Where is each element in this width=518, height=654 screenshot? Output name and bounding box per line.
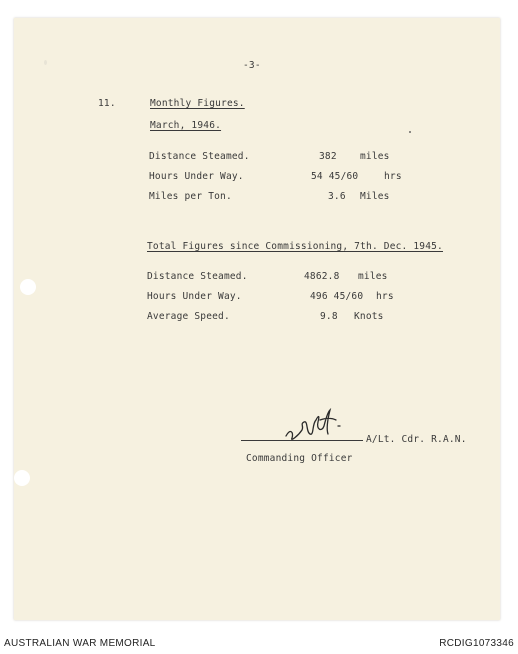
total-label-distance: Distance Steamed. bbox=[147, 271, 248, 282]
monthly-unit-miles-per-ton: Miles bbox=[360, 191, 390, 202]
monthly-value-hours: 54 45/60 bbox=[311, 171, 359, 182]
total-unit-speed: Knots bbox=[354, 311, 384, 322]
signature-title: Commanding Officer bbox=[246, 453, 353, 464]
signature-rank: A/Lt. Cdr. R.A.N. bbox=[366, 434, 467, 445]
footer-archive-name: AUSTRALIAN WAR MEMORIAL bbox=[4, 638, 156, 649]
footer-record-id: RCDIG1073346 bbox=[439, 638, 514, 649]
total-heading: Total Figures since Commissioning, 7th. Dec. 1945. bbox=[147, 241, 443, 252]
monthly-unit-distance: miles bbox=[360, 151, 390, 162]
monthly-value-distance: 382 bbox=[319, 151, 337, 162]
total-value-hours: 496 45/60 bbox=[310, 291, 364, 302]
total-label-speed: Average Speed. bbox=[147, 311, 230, 322]
monthly-label-distance: Distance Steamed. bbox=[149, 151, 250, 162]
paper-speck bbox=[44, 60, 47, 65]
document-page bbox=[14, 18, 500, 620]
total-unit-hours: hrs bbox=[376, 291, 394, 302]
punch-hole-top bbox=[20, 279, 36, 295]
section-title: Monthly Figures. bbox=[150, 98, 245, 109]
paper-speck bbox=[409, 131, 411, 133]
monthly-unit-hours: hrs bbox=[384, 171, 402, 182]
signature-line bbox=[241, 440, 363, 441]
section-subtitle: March, 1946. bbox=[150, 120, 222, 131]
page-number: -3- bbox=[243, 60, 261, 71]
total-value-speed: 9.8 bbox=[320, 311, 338, 322]
punch-hole-bottom bbox=[14, 470, 30, 486]
monthly-value-miles-per-ton: 3.6 bbox=[328, 191, 346, 202]
monthly-label-miles-per-ton: Miles per Ton. bbox=[149, 191, 232, 202]
monthly-label-hours: Hours Under Way. bbox=[149, 171, 244, 182]
total-label-hours: Hours Under Way. bbox=[147, 291, 242, 302]
section-number: 11. bbox=[98, 98, 116, 109]
handwritten-signature bbox=[280, 406, 350, 444]
total-value-distance: 4862.8 bbox=[304, 271, 340, 282]
total-unit-distance: miles bbox=[358, 271, 388, 282]
